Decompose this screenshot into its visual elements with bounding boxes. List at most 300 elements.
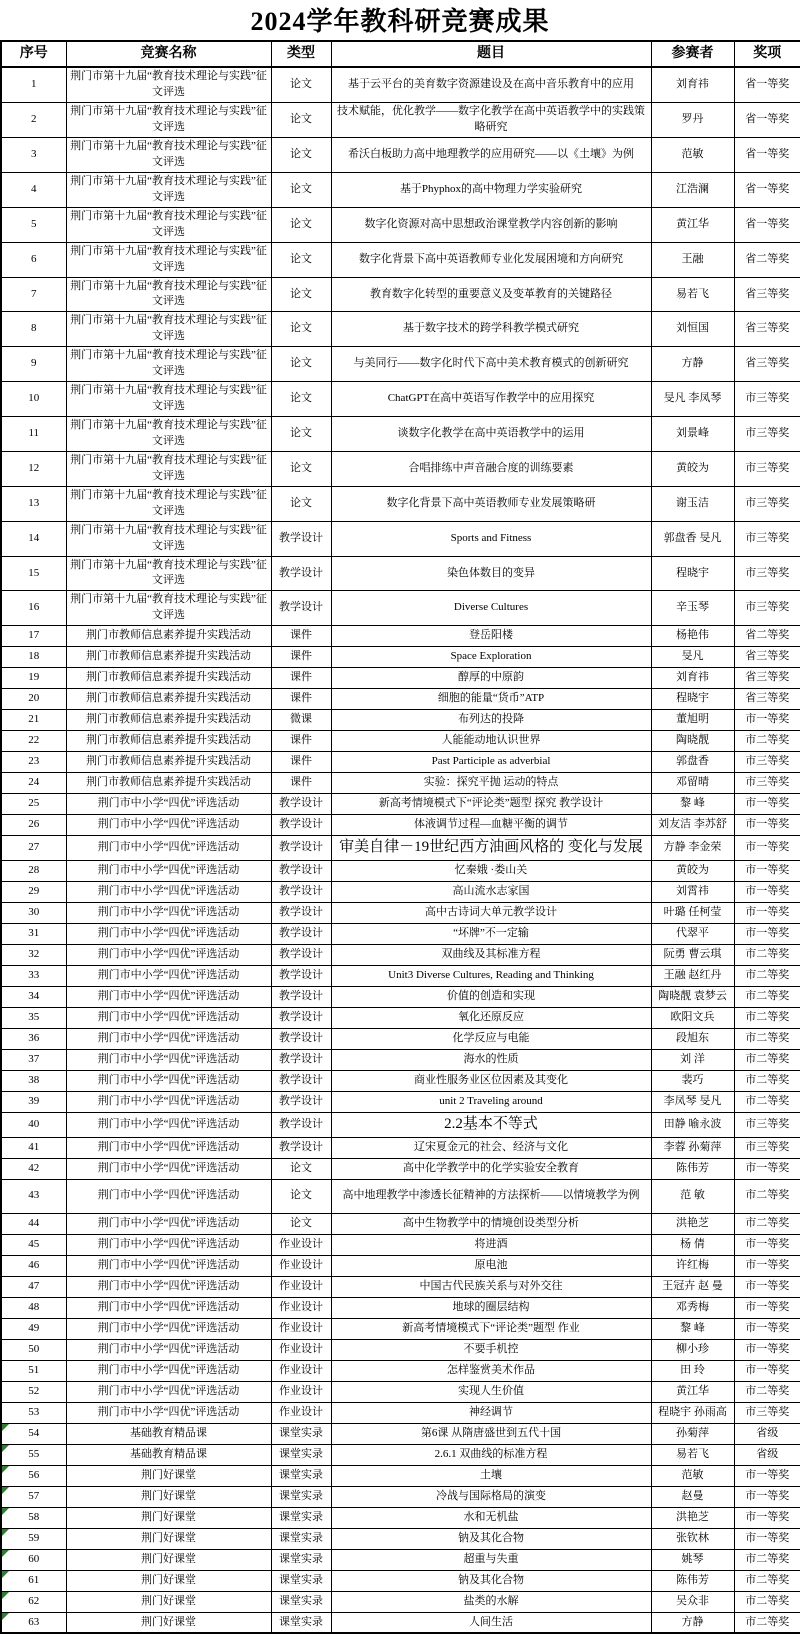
cell-no: 44 (1, 1213, 66, 1234)
cell-type: 论文 (271, 451, 331, 486)
cell-type: 教学设计 (271, 1008, 331, 1029)
cell-award: 市三等奖 (734, 1137, 800, 1158)
table-row (1, 417, 800, 452)
cell-participant: 陈伟芳 (651, 1158, 734, 1179)
table-row (1, 1549, 800, 1570)
cell-no: 24 (1, 773, 66, 794)
cell-no: 15 (1, 556, 66, 591)
cell-title: 教育数字化转型的重要意义及变革教育的关键路径 (331, 277, 651, 312)
cell-title: “坏牌”不一定输 (331, 924, 651, 945)
cell-no: 5 (1, 207, 66, 242)
table-row (1, 731, 800, 752)
cell-competition: 基础教育精品课 (66, 1444, 271, 1465)
cell-type: 课件 (271, 731, 331, 752)
cell-no: 28 (1, 861, 66, 882)
cell-competition: 荆门市中小学“四优”评选活动 (66, 1339, 271, 1360)
cell-title: 地球的圈层结构 (331, 1297, 651, 1318)
cell-participant: 谢玉洁 (651, 486, 734, 521)
cell-participant: 范 敏 (651, 1179, 734, 1213)
cell-participant: 王冠卉 赵 曼 (651, 1276, 734, 1297)
cell-award: 市一等奖 (734, 1255, 800, 1276)
cell-type: 论文 (271, 1179, 331, 1213)
cell-competition: 荆门市中小学“四优”评选活动 (66, 836, 271, 861)
cell-award: 市三等奖 (734, 417, 800, 452)
cell-title: 高山流水志家国 (331, 882, 651, 903)
cell-competition: 荆门市教师信息素养提升实践活动 (66, 731, 271, 752)
cell-title: 高中地理教学中渗透长征精神的方法探析——以情境教学为例 (331, 1179, 651, 1213)
cell-participant: 黄皎为 (651, 861, 734, 882)
cell-competition: 荆门市教师信息素养提升实践活动 (66, 626, 271, 647)
cell-no: 33 (1, 966, 66, 987)
cell-competition: 荆门市第十九届“教育技术理论与实践”征文评选 (66, 312, 271, 347)
cell-title: ChatGPT在高中英语写作教学中的应用探究 (331, 382, 651, 417)
col-header-award: 奖项 (734, 41, 800, 67)
cell-no: 55 (1, 1444, 66, 1465)
cell-award: 省一等奖 (734, 138, 800, 173)
cell-no: 46 (1, 1255, 66, 1276)
cell-participant: 邓留晴 (651, 773, 734, 794)
cell-competition: 荆门市中小学“四优”评选活动 (66, 987, 271, 1008)
cell-competition: 荆门市中小学“四优”评选活动 (66, 1381, 271, 1402)
cell-award: 省二等奖 (734, 242, 800, 277)
cell-competition: 荆门市第十九届“教育技术理论与实践”征文评选 (66, 242, 271, 277)
cell-award: 市一等奖 (734, 1465, 800, 1486)
cell-participant: 柳小珍 (651, 1339, 734, 1360)
cell-award: 市二等奖 (734, 1179, 800, 1213)
cell-competition: 荆门市第十九届“教育技术理论与实践”征文评选 (66, 172, 271, 207)
table-row (1, 451, 800, 486)
table-row (1, 1612, 800, 1633)
cell-competition: 荆门好课堂 (66, 1591, 271, 1612)
cell-type: 课堂实录 (271, 1507, 331, 1528)
cell-award: 市二等奖 (734, 966, 800, 987)
cell-competition: 荆门市中小学“四优”评选活动 (66, 966, 271, 987)
cell-award: 市一等奖 (734, 815, 800, 836)
cell-type: 课堂实录 (271, 1423, 331, 1444)
cell-type: 课件 (271, 647, 331, 668)
cell-corner-marker-icon (2, 1613, 9, 1620)
cell-title: 中国古代民族关系与对外交往 (331, 1276, 651, 1297)
cell-participant: 陶晓靓 袁梦云 (651, 987, 734, 1008)
cell-title: Diverse Cultures (331, 591, 651, 626)
cell-no: 54 (1, 1423, 66, 1444)
cell-corner-marker-icon (2, 1508, 9, 1515)
cell-type: 教学设计 (271, 1050, 331, 1071)
cell-no: 17 (1, 626, 66, 647)
cell-type: 论文 (271, 417, 331, 452)
cell-no: 50 (1, 1339, 66, 1360)
table-row (1, 591, 800, 626)
cell-participant: 欧阳文兵 (651, 1008, 734, 1029)
cell-participant: 刘恒国 (651, 312, 734, 347)
table-body (1, 67, 800, 1633)
cell-no: 62 (1, 1591, 66, 1612)
cell-participant: 易若飞 (651, 277, 734, 312)
cell-title: 盐类的水解 (331, 1591, 651, 1612)
table-row (1, 242, 800, 277)
cell-type: 论文 (271, 207, 331, 242)
table-row (1, 1297, 800, 1318)
cell-title: 2.6.1 双曲线的标准方程 (331, 1444, 651, 1465)
cell-competition: 荆门市第十九届“教育技术理论与实践”征文评选 (66, 451, 271, 486)
table-row (1, 710, 800, 731)
cell-participant: 刘友洁 李苏舒 (651, 815, 734, 836)
cell-title: 新高考情境模式下“评论类”题型 探究 教学设计 (331, 794, 651, 815)
table-row (1, 647, 800, 668)
table-row (1, 815, 800, 836)
cell-type: 课堂实录 (271, 1591, 331, 1612)
cell-type: 作业设计 (271, 1255, 331, 1276)
table-row (1, 277, 800, 312)
cell-type: 教学设计 (271, 1071, 331, 1092)
cell-title: 辽宋夏金元的社会、经济与文化 (331, 1137, 651, 1158)
cell-no: 58 (1, 1507, 66, 1528)
cell-competition: 荆门市第十九届“教育技术理论与实践”征文评选 (66, 277, 271, 312)
cell-competition: 荆门市中小学“四优”评选活动 (66, 1137, 271, 1158)
table-row (1, 521, 800, 556)
cell-title: 染色体数目的变异 (331, 556, 651, 591)
cell-title: 怎样鉴赏美术作品 (331, 1360, 651, 1381)
cell-type: 作业设计 (271, 1276, 331, 1297)
cell-competition: 荆门市中小学“四优”评选活动 (66, 1318, 271, 1339)
table-row (1, 1276, 800, 1297)
cell-title: 实验：探究平抛 运动的特点 (331, 773, 651, 794)
cell-award: 市二等奖 (734, 1213, 800, 1234)
cell-type: 课堂实录 (271, 1444, 331, 1465)
cell-title: 将进酒 (331, 1234, 651, 1255)
cell-competition: 荆门好课堂 (66, 1612, 271, 1633)
cell-no: 13 (1, 486, 66, 521)
cell-type: 教学设计 (271, 882, 331, 903)
cell-title: 细胞的能量“货币”ATP (331, 689, 651, 710)
cell-award: 市二等奖 (734, 1381, 800, 1402)
cell-award: 市三等奖 (734, 382, 800, 417)
table-row (1, 668, 800, 689)
cell-title: 商业性服务业区位因素及其变化 (331, 1071, 651, 1092)
table-row (1, 1158, 800, 1179)
cell-title: 登岳阳楼 (331, 626, 651, 647)
cell-participant: 赵曼 (651, 1486, 734, 1507)
cell-competition: 荆门市教师信息素养提升实践活动 (66, 647, 271, 668)
cell-participant: 刘霄祎 (651, 882, 734, 903)
cell-award: 市三等奖 (734, 1113, 800, 1138)
table-row (1, 945, 800, 966)
cell-competition: 荆门市中小学“四优”评选活动 (66, 1360, 271, 1381)
cell-participant: 孙菊萍 (651, 1423, 734, 1444)
cell-participant: 洪艳芝 (651, 1507, 734, 1528)
table-row (1, 1444, 800, 1465)
cell-title: 氧化还原反应 (331, 1008, 651, 1029)
cell-competition: 荆门市教师信息素养提升实践活动 (66, 689, 271, 710)
cell-title: Sports and Fitness (331, 521, 651, 556)
cell-award: 市二等奖 (734, 945, 800, 966)
cell-competition: 荆门好课堂 (66, 1570, 271, 1591)
cell-participant: 田 玲 (651, 1360, 734, 1381)
cell-type: 论文 (271, 67, 331, 102)
cell-award: 市一等奖 (734, 1360, 800, 1381)
results-table (0, 40, 800, 1634)
cell-no: 20 (1, 689, 66, 710)
cell-participant: 郭盘香 (651, 752, 734, 773)
cell-no: 39 (1, 1092, 66, 1113)
cell-award: 省三等奖 (734, 277, 800, 312)
cell-award: 市二等奖 (734, 1071, 800, 1092)
cell-participant: 旻凡 (651, 647, 734, 668)
cell-type: 论文 (271, 172, 331, 207)
cell-participant: 洪艳芝 (651, 1213, 734, 1234)
table-row (1, 773, 800, 794)
cell-title: 与美同行——数字化时代下高中美术教育模式的创新研究 (331, 347, 651, 382)
cell-corner-marker-icon (2, 1529, 9, 1536)
cell-competition: 荆门市中小学“四优”评选活动 (66, 1179, 271, 1213)
cell-competition: 荆门市中小学“四优”评选活动 (66, 794, 271, 815)
cell-no: 16 (1, 591, 66, 626)
cell-type: 教学设计 (271, 861, 331, 882)
cell-competition: 荆门市第十九届“教育技术理论与实践”征文评选 (66, 382, 271, 417)
cell-type: 作业设计 (271, 1297, 331, 1318)
cell-title: 土壤 (331, 1465, 651, 1486)
cell-competition: 荆门市第十九届“教育技术理论与实践”征文评选 (66, 591, 271, 626)
cell-participant: 田静 喻永波 (651, 1113, 734, 1138)
table-row (1, 836, 800, 861)
cell-competition: 荆门市教师信息素养提升实践活动 (66, 668, 271, 689)
cell-award: 市二等奖 (734, 1050, 800, 1071)
cell-title: 忆秦娥 ·娄山关 (331, 861, 651, 882)
cell-competition: 荆门市第十九届“教育技术理论与实践”征文评选 (66, 207, 271, 242)
cell-award: 市二等奖 (734, 1612, 800, 1633)
cell-type: 教学设计 (271, 836, 331, 861)
cell-participant: 姚琴 (651, 1549, 734, 1570)
cell-no: 47 (1, 1276, 66, 1297)
cell-type: 教学设计 (271, 903, 331, 924)
table-row (1, 861, 800, 882)
cell-type: 教学设计 (271, 591, 331, 626)
page-title: 2024学年教科研竞赛成果 (250, 7, 550, 36)
cell-type: 作业设计 (271, 1339, 331, 1360)
cell-competition: 荆门市中小学“四优”评选活动 (66, 924, 271, 945)
cell-no: 18 (1, 647, 66, 668)
cell-title: 基于云平台的美育数字资源建设及在高中音乐教育中的应用 (331, 67, 651, 102)
cell-title: 海水的性质 (331, 1050, 651, 1071)
cell-title: 高中生物教学中的情境创设类型分析 (331, 1213, 651, 1234)
cell-award: 市一等奖 (734, 794, 800, 815)
cell-no: 10 (1, 382, 66, 417)
cell-participant: 程晓宇 孙雨高 (651, 1402, 734, 1423)
col-header-title: 题目 (331, 41, 651, 67)
cell-participant: 程晓宇 (651, 556, 734, 591)
cell-no: 3 (1, 138, 66, 173)
cell-type: 论文 (271, 1213, 331, 1234)
cell-type: 课件 (271, 752, 331, 773)
cell-competition: 荆门市中小学“四优”评选活动 (66, 1050, 271, 1071)
cell-no: 8 (1, 312, 66, 347)
cell-award: 市三等奖 (734, 521, 800, 556)
cell-title: 希沃白板助力高中地理教学的应用研究——以《土壤》为例 (331, 138, 651, 173)
cell-participant: 刘景峰 (651, 417, 734, 452)
cell-type: 教学设计 (271, 556, 331, 591)
cell-no: 63 (1, 1612, 66, 1633)
table-row (1, 1234, 800, 1255)
cell-award: 省一等奖 (734, 172, 800, 207)
cell-no: 19 (1, 668, 66, 689)
cell-type: 作业设计 (271, 1318, 331, 1339)
cell-title: 不要手机控 (331, 1339, 651, 1360)
cell-participant: 刘育祎 (651, 67, 734, 102)
cell-no: 60 (1, 1549, 66, 1570)
cell-competition: 荆门市第十九届“教育技术理论与实践”征文评选 (66, 138, 271, 173)
cell-title: 数字化背景下高中英语教师专业化发展困境和方向研究 (331, 242, 651, 277)
cell-competition: 荆门市中小学“四优”评选活动 (66, 1029, 271, 1050)
table-row (1, 312, 800, 347)
cell-title: 数字化背景下高中英语教师专业发展策略研 (331, 486, 651, 521)
cell-competition: 荆门市教师信息素养提升实践活动 (66, 773, 271, 794)
cell-type: 教学设计 (271, 1113, 331, 1138)
cell-award: 市二等奖 (734, 1549, 800, 1570)
cell-title: 人间生活 (331, 1612, 651, 1633)
cell-competition: 荆门好课堂 (66, 1549, 271, 1570)
table-row (1, 138, 800, 173)
cell-participant: 王融 赵红丹 (651, 966, 734, 987)
cell-type: 教学设计 (271, 924, 331, 945)
cell-competition: 荆门市中小学“四优”评选活动 (66, 903, 271, 924)
cell-participant: 范敏 (651, 1465, 734, 1486)
cell-competition: 荆门市中小学“四优”评选活动 (66, 945, 271, 966)
cell-award: 市一等奖 (734, 861, 800, 882)
cell-competition: 荆门市中小学“四优”评选活动 (66, 1158, 271, 1179)
table-row (1, 1255, 800, 1276)
cell-title: 审美自律－19世纪西方油画风格的 变化与发展 (331, 836, 651, 861)
table-row (1, 207, 800, 242)
table-row (1, 752, 800, 773)
cell-no: 61 (1, 1570, 66, 1591)
table-row (1, 1507, 800, 1528)
cell-award: 省三等奖 (734, 668, 800, 689)
cell-title: 基于Phyphox的高中物理力学实验研究 (331, 172, 651, 207)
cell-corner-marker-icon (2, 1487, 9, 1494)
cell-competition: 荆门市第十九届“教育技术理论与实践”征文评选 (66, 556, 271, 591)
cell-no: 59 (1, 1528, 66, 1549)
cell-competition: 荆门市中小学“四优”评选活动 (66, 1297, 271, 1318)
cell-award: 市二等奖 (734, 1591, 800, 1612)
cell-no: 22 (1, 731, 66, 752)
cell-award: 市一等奖 (734, 1528, 800, 1549)
cell-participant: 杨 倩 (651, 1234, 734, 1255)
table-row (1, 1339, 800, 1360)
cell-no: 7 (1, 277, 66, 312)
cell-participant: 张钦林 (651, 1528, 734, 1549)
cell-award: 市三等奖 (734, 451, 800, 486)
cell-no: 26 (1, 815, 66, 836)
cell-type: 作业设计 (271, 1234, 331, 1255)
cell-participant: 叶璐 任柯莹 (651, 903, 734, 924)
cell-participant: 李凤琴 旻凡 (651, 1092, 734, 1113)
table-header-row (1, 41, 800, 67)
cell-type: 论文 (271, 103, 331, 138)
cell-type: 微课 (271, 710, 331, 731)
cell-no: 41 (1, 1137, 66, 1158)
cell-type: 教学设计 (271, 1029, 331, 1050)
cell-type: 论文 (271, 277, 331, 312)
table-row (1, 626, 800, 647)
table-row (1, 347, 800, 382)
cell-title: 化学反应与电能 (331, 1029, 651, 1050)
table-row (1, 556, 800, 591)
cell-title: 高中化学教学中的化学实验安全教育 (331, 1158, 651, 1179)
cell-competition: 荆门市中小学“四优”评选活动 (66, 1092, 271, 1113)
cell-competition: 荆门市第十九届“教育技术理论与实践”征文评选 (66, 103, 271, 138)
cell-title: 布列达的投降 (331, 710, 651, 731)
table-row (1, 1213, 800, 1234)
cell-title: 基于数字技术的跨学科教学模式研究 (331, 312, 651, 347)
cell-competition: 荆门市中小学“四优”评选活动 (66, 882, 271, 903)
cell-no: 45 (1, 1234, 66, 1255)
cell-type: 论文 (271, 242, 331, 277)
cell-title: 神经调节 (331, 1402, 651, 1423)
cell-award: 省三等奖 (734, 312, 800, 347)
col-header-participant: 参赛者 (651, 41, 734, 67)
cell-title: Unit3 Diverse Cultures, Reading and Thinking (331, 966, 651, 987)
cell-type: 教学设计 (271, 1137, 331, 1158)
cell-award: 省级 (734, 1423, 800, 1444)
cell-award: 市三等奖 (734, 591, 800, 626)
table-row (1, 1402, 800, 1423)
cell-award: 市一等奖 (734, 882, 800, 903)
cell-no: 53 (1, 1402, 66, 1423)
cell-title: 合唱排练中声音融合度的训练要素 (331, 451, 651, 486)
cell-award: 市二等奖 (734, 1029, 800, 1050)
cell-award: 市三等奖 (734, 773, 800, 794)
table-row (1, 1591, 800, 1612)
cell-title: 技术赋能，优化教学——数字化教学在高中英语教学中的实践策略研究 (331, 103, 651, 138)
cell-title: 原电池 (331, 1255, 651, 1276)
cell-participant: 李蓉 孙菊萍 (651, 1137, 734, 1158)
cell-participant: 黄皎为 (651, 451, 734, 486)
table-row (1, 1423, 800, 1444)
cell-participant: 易若飞 (651, 1444, 734, 1465)
cell-award: 市一等奖 (734, 1234, 800, 1255)
cell-competition: 荆门市中小学“四优”评选活动 (66, 1071, 271, 1092)
cell-competition: 荆门好课堂 (66, 1507, 271, 1528)
cell-type: 课件 (271, 668, 331, 689)
cell-type: 课件 (271, 689, 331, 710)
table-row (1, 903, 800, 924)
cell-no: 29 (1, 882, 66, 903)
table-row (1, 1381, 800, 1402)
cell-no: 12 (1, 451, 66, 486)
cell-competition: 荆门市中小学“四优”评选活动 (66, 1008, 271, 1029)
cell-type: 论文 (271, 382, 331, 417)
cell-award: 省三等奖 (734, 689, 800, 710)
cell-type: 教学设计 (271, 794, 331, 815)
cell-competition: 荆门市中小学“四优”评选活动 (66, 861, 271, 882)
cell-title: 价值的创造和实现 (331, 987, 651, 1008)
cell-award: 市一等奖 (734, 836, 800, 861)
table-row (1, 1528, 800, 1549)
cell-type: 课堂实录 (271, 1570, 331, 1591)
cell-type: 教学设计 (271, 987, 331, 1008)
cell-type: 作业设计 (271, 1402, 331, 1423)
table-row (1, 1071, 800, 1092)
cell-no: 34 (1, 987, 66, 1008)
results-document (0, 1, 800, 1634)
table-row (1, 1570, 800, 1591)
table-row (1, 486, 800, 521)
table-row (1, 1137, 800, 1158)
cell-competition: 荆门市中小学“四优”评选活动 (66, 1213, 271, 1234)
cell-title: 第6课 从隋唐盛世到五代十国 (331, 1423, 651, 1444)
table-row (1, 924, 800, 945)
table-row (1, 966, 800, 987)
